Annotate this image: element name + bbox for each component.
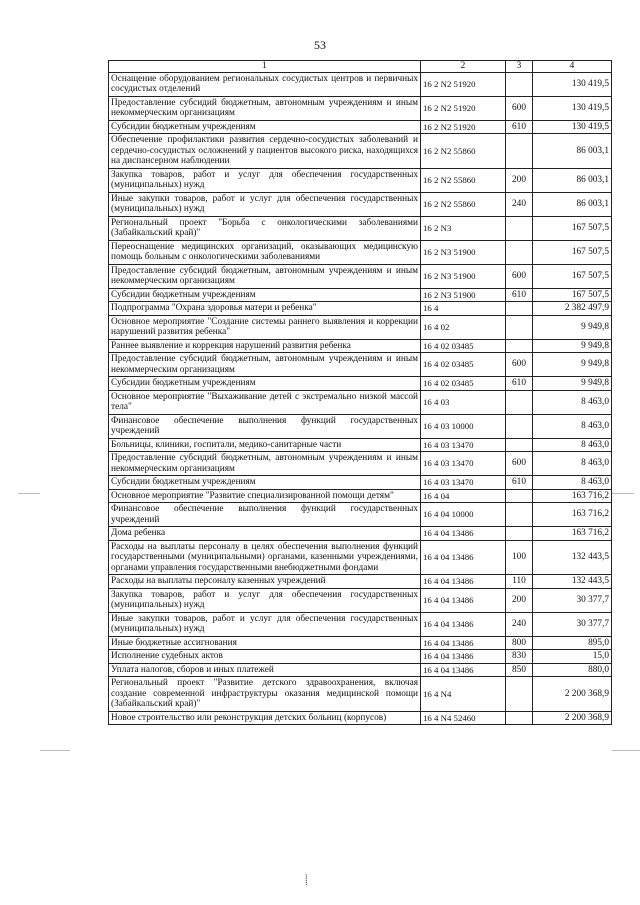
row-amount-cell: 132 443,5 — [533, 540, 612, 575]
row-amount-cell: 15,0 — [533, 650, 612, 664]
row-code-cell: 16 2 N3 51900 — [421, 288, 506, 302]
row-name-cell: Субсидии бюджетным учреждениям — [109, 476, 421, 490]
table-row — [109, 612, 612, 636]
row-name-cell: Основное мероприятие "Развитие специализированной помощи детям" — [109, 489, 421, 503]
row-expense-type-cell — [506, 72, 533, 96]
table-header-row — [109, 61, 612, 73]
row-amount-cell: 163 716,2 — [533, 527, 612, 541]
row-amount-cell: 30 377,7 — [533, 588, 612, 612]
table-row — [109, 540, 612, 575]
row-name-cell: Расходы на выплаты персоналу казенных учреждений — [109, 575, 421, 589]
scan-artifact-line — [612, 750, 640, 751]
row-amount-cell: 8 463,0 — [533, 414, 612, 438]
table-row — [109, 72, 612, 96]
row-amount-cell: 163 716,2 — [533, 489, 612, 503]
row-code-cell: 16 4 04 13486 — [421, 612, 506, 636]
row-code-cell: 16 2 N2 51920 — [421, 72, 506, 96]
row-amount-cell: 9 949,8 — [533, 315, 612, 339]
row-expense-type-cell — [506, 677, 533, 712]
table-row — [109, 288, 612, 302]
row-expense-type-cell: 110 — [506, 575, 533, 589]
scan-mark: ⸽ — [305, 875, 308, 886]
row-expense-type-cell: 800 — [506, 636, 533, 650]
row-amount-cell: 8 463,0 — [533, 390, 612, 414]
row-code-cell: 16 2 N3 51900 — [421, 240, 506, 264]
row-amount-cell: 2 200 368,9 — [533, 677, 612, 712]
table-row — [109, 264, 612, 288]
row-name-cell: Переоснащение медицинских организаций, оказывающих медицинскую помощь больным с онкологическими заболеваниями — [109, 240, 421, 264]
row-name-cell: Региональный проект "Развитие детского здравоохранения, включая создание современной инфраструктуры оказания медицинской помощи (Забайкальский край)" — [109, 677, 421, 712]
row-expense-type-cell: 610 — [506, 288, 533, 302]
row-expense-type-cell — [506, 216, 533, 240]
row-expense-type-cell — [506, 240, 533, 264]
row-name-cell: Финансовое обеспечение выполнения функций государственных учреждений — [109, 503, 421, 527]
row-expense-type-cell: 200 — [506, 168, 533, 192]
row-name-cell: Подпрограмма "Охрана здоровья матери и ребенка" — [109, 302, 421, 316]
row-name-cell: Предоставление субсидий бюджетным, автономным учреждениям и иным некоммерческим организациям — [109, 96, 421, 120]
scan-artifact-line — [612, 493, 634, 494]
row-name-cell: Субсидии бюджетным учреждениям — [109, 377, 421, 391]
row-name-cell: Основное мероприятие "Выхаживание детей с экстремально низкой массой тела" — [109, 390, 421, 414]
row-expense-type-cell — [506, 527, 533, 541]
row-code-cell: 16 4 03 10000 — [421, 414, 506, 438]
table-row — [109, 663, 612, 677]
row-expense-type-cell: 610 — [506, 476, 533, 490]
row-amount-cell: 167 507,5 — [533, 288, 612, 302]
row-code-cell: 16 4 04 13486 — [421, 663, 506, 677]
row-code-cell: 16 4 02 — [421, 315, 506, 339]
row-name-cell: Больницы, клиники, госпитали, медико-санитарные части — [109, 438, 421, 452]
row-expense-type-cell — [506, 134, 533, 169]
row-amount-cell: 167 507,5 — [533, 264, 612, 288]
row-code-cell: 16 2 N2 55860 — [421, 168, 506, 192]
table-row — [109, 168, 612, 192]
row-code-cell: 16 4 03 13470 — [421, 476, 506, 490]
table-row — [109, 414, 612, 438]
table-row — [109, 636, 612, 650]
table-row — [109, 677, 612, 712]
row-code-cell: 16 2 N3 — [421, 216, 506, 240]
row-name-cell: Уплата налогов, сборов и иных платежей — [109, 663, 421, 677]
row-amount-cell: 163 716,2 — [533, 503, 612, 527]
table-row — [109, 438, 612, 452]
row-expense-type-cell: 850 — [506, 663, 533, 677]
table-row — [109, 503, 612, 527]
row-expense-type-cell: 200 — [506, 588, 533, 612]
row-amount-cell: 86 003,1 — [533, 192, 612, 216]
table-row — [109, 527, 612, 541]
scan-artifact-line — [18, 493, 40, 494]
row-expense-type-cell — [506, 711, 533, 725]
row-name-cell: Исполнение судебных актов — [109, 650, 421, 664]
row-code-cell: 16 4 — [421, 302, 506, 316]
row-code-cell: 16 4 04 13486 — [421, 540, 506, 575]
row-name-cell: Закупка товаров, работ и услуг для обеспечения государственных (муниципальных) нужд — [109, 588, 421, 612]
row-expense-type-cell — [506, 503, 533, 527]
row-amount-cell: 130 419,5 — [533, 96, 612, 120]
row-name-cell: Основное мероприятие "Создание системы раннего выявления и коррекции нарушений развития ребенка" — [109, 315, 421, 339]
table-row — [109, 192, 612, 216]
column-header: 4 — [533, 61, 612, 73]
table-row — [109, 302, 612, 316]
row-code-cell: 16 4 03 — [421, 390, 506, 414]
row-expense-type-cell: 830 — [506, 650, 533, 664]
row-amount-cell: 2 382 497,9 — [533, 302, 612, 316]
table-row — [109, 353, 612, 377]
row-code-cell: 16 4 04 — [421, 489, 506, 503]
table-row — [109, 216, 612, 240]
row-amount-cell: 8 463,0 — [533, 438, 612, 452]
row-code-cell: 16 4 03 13470 — [421, 438, 506, 452]
row-expense-type-cell — [506, 438, 533, 452]
row-name-cell: Предоставление субсидий бюджетным, автономным учреждениям и иным некоммерческим организациям — [109, 353, 421, 377]
row-code-cell: 16 4 04 13486 — [421, 527, 506, 541]
row-amount-cell: 167 507,5 — [533, 216, 612, 240]
row-name-cell: Иные бюджетные ассигнования — [109, 636, 421, 650]
row-name-cell: Субсидии бюджетным учреждениям — [109, 288, 421, 302]
row-amount-cell: 130 419,5 — [533, 72, 612, 96]
row-amount-cell: 9 949,8 — [533, 339, 612, 353]
row-amount-cell: 86 003,1 — [533, 168, 612, 192]
row-name-cell: Иные закупки товаров, работ и услуг для обеспечения государственных (муниципальных) нужд — [109, 192, 421, 216]
row-amount-cell: 30 377,7 — [533, 612, 612, 636]
row-amount-cell: 132 443,5 — [533, 575, 612, 589]
row-code-cell: 16 4 04 13486 — [421, 588, 506, 612]
row-amount-cell: 8 463,0 — [533, 476, 612, 490]
row-name-cell: Предоставление субсидий бюджетным, автономным учреждениям и иным некоммерческим организациям — [109, 264, 421, 288]
row-name-cell: Финансовое обеспечение выполнения функций государственных учреждений — [109, 414, 421, 438]
row-expense-type-cell — [506, 390, 533, 414]
table-row — [109, 240, 612, 264]
table-row — [109, 315, 612, 339]
row-expense-type-cell — [506, 339, 533, 353]
row-code-cell: 16 2 N2 55860 — [421, 192, 506, 216]
row-code-cell: 16 4 02 03485 — [421, 353, 506, 377]
row-name-cell: Расходы на выплаты персоналу в целях обеспечения выполнения функций государственными (муниципальными) органами, казенными учреждениями, органами управления государственными внебюджетными фондами — [109, 540, 421, 575]
row-code-cell: 16 4 03 13470 — [421, 452, 506, 476]
row-amount-cell: 130 419,5 — [533, 120, 612, 134]
row-code-cell: 16 2 N2 51920 — [421, 120, 506, 134]
row-code-cell: 16 4 02 03485 — [421, 377, 506, 391]
row-name-cell: Предоставление субсидий бюджетным, автономным учреждениям и иным некоммерческим организациям — [109, 452, 421, 476]
row-expense-type-cell: 240 — [506, 192, 533, 216]
table-row — [109, 711, 612, 725]
row-expense-type-cell: 240 — [506, 612, 533, 636]
row-code-cell: 16 4 N4 52460 — [421, 711, 506, 725]
column-header: 2 — [421, 61, 506, 73]
row-code-cell: 16 2 N2 55860 — [421, 134, 506, 169]
scan-artifact-line — [40, 750, 70, 751]
row-expense-type-cell: 610 — [506, 120, 533, 134]
row-name-cell: Новое строительство или реконструкция детских больниц (корпусов) — [109, 711, 421, 725]
row-code-cell: 16 2 N2 51920 — [421, 96, 506, 120]
row-code-cell: 16 4 N4 — [421, 677, 506, 712]
table-row — [109, 650, 612, 664]
row-expense-type-cell — [506, 315, 533, 339]
table-row — [109, 476, 612, 490]
row-code-cell: 16 4 04 10000 — [421, 503, 506, 527]
row-amount-cell: 2 200 368,9 — [533, 711, 612, 725]
table-row — [109, 120, 612, 134]
column-header: 3 — [506, 61, 533, 73]
row-code-cell: 16 4 04 13486 — [421, 636, 506, 650]
row-amount-cell: 8 463,0 — [533, 452, 612, 476]
row-expense-type-cell — [506, 414, 533, 438]
row-name-cell: Оснащение оборудованием региональных сосудистых центров и первичных сосудистых отделений — [109, 72, 421, 96]
row-code-cell: 16 4 02 03485 — [421, 339, 506, 353]
budget-table — [108, 60, 612, 725]
table-row — [109, 489, 612, 503]
row-amount-cell: 880,0 — [533, 663, 612, 677]
row-expense-type-cell: 600 — [506, 452, 533, 476]
table-row — [109, 377, 612, 391]
table-row — [109, 452, 612, 476]
table-row — [109, 339, 612, 353]
row-expense-type-cell — [506, 489, 533, 503]
row-amount-cell: 9 949,8 — [533, 353, 612, 377]
row-expense-type-cell: 600 — [506, 96, 533, 120]
table-row — [109, 588, 612, 612]
page-number: 53 — [314, 38, 326, 52]
column-header: 1 — [109, 61, 421, 73]
row-expense-type-cell: 610 — [506, 377, 533, 391]
row-name-cell: Дома ребенка — [109, 527, 421, 541]
row-name-cell: Субсидии бюджетным учреждениям — [109, 120, 421, 134]
row-code-cell: 16 2 N3 51900 — [421, 264, 506, 288]
row-amount-cell: 167 507,5 — [533, 240, 612, 264]
row-name-cell: Иные закупки товаров, работ и услуг для обеспечения государственных (муниципальных) нужд — [109, 612, 421, 636]
row-name-cell: Закупка товаров, работ и услуг для обеспечения государственных (муниципальных) нужд — [109, 168, 421, 192]
row-name-cell: Раннее выявление и коррекция нарушений развития ребенка — [109, 339, 421, 353]
row-name-cell: Обеспечение профилактики развития сердечно-сосудистых заболеваний и сердечно-сосудистых осложнений у пациентов высокого риска, находящихся на диспансерном наблюдении — [109, 134, 421, 169]
row-expense-type-cell: 600 — [506, 353, 533, 377]
row-code-cell: 16 4 04 13486 — [421, 575, 506, 589]
row-amount-cell: 9 949,8 — [533, 377, 612, 391]
row-name-cell: Региональный проект "Борьба с онкологическими заболеваниями (Забайкальский край)" — [109, 216, 421, 240]
row-amount-cell: 895,0 — [533, 636, 612, 650]
row-code-cell: 16 4 04 13486 — [421, 650, 506, 664]
table-row — [109, 134, 612, 169]
table-row — [109, 575, 612, 589]
table-row — [109, 96, 612, 120]
row-expense-type-cell: 600 — [506, 264, 533, 288]
row-amount-cell: 86 003,1 — [533, 134, 612, 169]
row-expense-type-cell: 100 — [506, 540, 533, 575]
row-expense-type-cell — [506, 302, 533, 316]
table-row — [109, 390, 612, 414]
